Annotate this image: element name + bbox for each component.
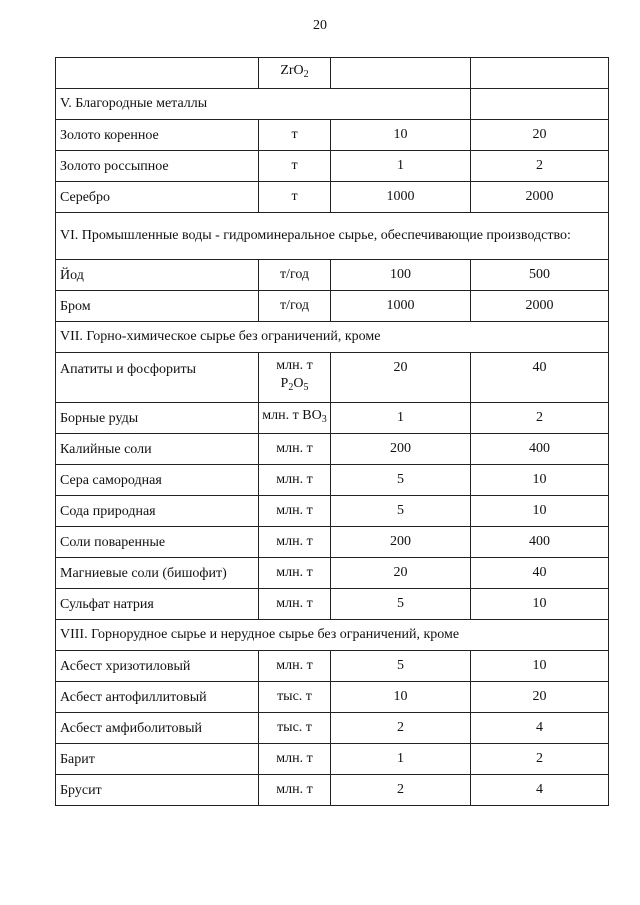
section-heading: VI. Промышленные воды - гидроминеральное сырье, обеспечивающие производство: [56, 213, 609, 260]
unit-formula: млн. т BO [262, 408, 322, 423]
threshold-value-2-cell: 2000 [471, 291, 609, 322]
section-heading: V. Благородные металлы [56, 89, 471, 120]
resource-name-cell: Сера самородная [56, 465, 259, 496]
threshold-value-1-cell: 20 [331, 558, 471, 589]
table-row [56, 682, 609, 713]
table-row [56, 120, 609, 151]
threshold-value-1-cell [331, 58, 471, 89]
resource-name-cell: Йод [56, 260, 259, 291]
threshold-value-2-cell: 400 [471, 434, 609, 465]
threshold-value-2-cell: 20 [471, 120, 609, 151]
unit-cell: млн. т [259, 744, 331, 775]
section-heading: VII. Горно-химическое сырье без ограничений, кроме [56, 322, 609, 353]
unit-cell: млн. т [259, 651, 331, 682]
table-row [56, 620, 609, 651]
resource-name-cell: Золото коренное [56, 120, 259, 151]
threshold-value-2-cell: 2 [471, 151, 609, 182]
unit-formula-o: O [293, 376, 304, 391]
unit-cell: млн. т [259, 589, 331, 620]
resource-name-cell: Барит [56, 744, 259, 775]
resource-name-cell: Золото россыпное [56, 151, 259, 182]
threshold-value-1-cell: 10 [331, 120, 471, 151]
table-row [56, 434, 609, 465]
table-row [56, 151, 609, 182]
table-row [56, 465, 609, 496]
threshold-value-2-cell: 2000 [471, 182, 609, 213]
unit-formula-p: P [280, 376, 289, 391]
unit-cell: т [259, 182, 331, 213]
threshold-value-2-cell: 2 [471, 403, 609, 434]
resource-name-cell: Асбест антофиллитовый [56, 682, 259, 713]
resource-threshold-table [55, 57, 609, 806]
threshold-value-2-cell: 10 [471, 589, 609, 620]
threshold-value-1-cell: 1000 [331, 182, 471, 213]
unit-cell: тыс. т [259, 682, 331, 713]
table-row [56, 322, 609, 353]
table-row [56, 353, 609, 403]
table-row [56, 496, 609, 527]
table-row [56, 589, 609, 620]
threshold-value-2-cell: 4 [471, 775, 609, 806]
unit-cell: млн. т [259, 465, 331, 496]
threshold-value-2-cell: 40 [471, 353, 609, 403]
page-number: 20 [313, 18, 327, 33]
unit-cell: т [259, 120, 331, 151]
table-row [56, 213, 609, 260]
resource-name-cell: Сода природная [56, 496, 259, 527]
unit-formula-p-subscript: 2 [288, 382, 294, 393]
threshold-value-1-cell: 20 [331, 353, 471, 403]
threshold-value-1-cell: 1 [331, 151, 471, 182]
unit-formula-o-subscript: 5 [303, 382, 309, 393]
table-row [56, 744, 609, 775]
threshold-value-2-cell: 2 [471, 744, 609, 775]
resource-name-cell: Асбест хризотиловый [56, 651, 259, 682]
unit-cell: млн. т [259, 496, 331, 527]
resource-name-cell: Серебро [56, 182, 259, 213]
threshold-value-2-cell: 20 [471, 682, 609, 713]
unit-cell: млн. т [259, 558, 331, 589]
unit-cell [259, 403, 331, 434]
resource-name-cell: Бром [56, 291, 259, 322]
unit-cell [259, 353, 331, 403]
threshold-value-2-cell: 4 [471, 713, 609, 744]
threshold-value-1-cell: 100 [331, 260, 471, 291]
resource-name-cell: Соли поваренные [56, 527, 259, 558]
threshold-value-1-cell: 5 [331, 465, 471, 496]
threshold-value-1-cell: 10 [331, 682, 471, 713]
table-row [56, 558, 609, 589]
threshold-value-1-cell: 1 [331, 744, 471, 775]
threshold-value-2-cell: 10 [471, 465, 609, 496]
unit-cell [259, 58, 331, 89]
resource-name-cell: Сульфат натрия [56, 589, 259, 620]
unit-formula-subscript: 2 [303, 69, 309, 80]
unit-cell: млн. т [259, 527, 331, 558]
threshold-value-2-cell [471, 58, 609, 89]
resource-name-cell [56, 58, 259, 89]
unit-line-1: млн. т [276, 358, 313, 373]
resource-name-cell: Брусит [56, 775, 259, 806]
unit-cell: млн. т [259, 434, 331, 465]
section-heading: VIII. Горнорудное сырье и нерудное сырье без ограничений, кроме [56, 620, 609, 651]
resource-name-cell: Апатиты и фосфориты [56, 353, 259, 403]
threshold-value-1-cell: 5 [331, 589, 471, 620]
unit-formula-subscript: 3 [321, 414, 327, 425]
threshold-value-1-cell: 5 [331, 651, 471, 682]
table-row [56, 89, 609, 120]
threshold-value-2-cell: 10 [471, 496, 609, 527]
table-row [56, 527, 609, 558]
table-row [56, 403, 609, 434]
threshold-value-1-cell: 2 [331, 775, 471, 806]
threshold-value-1-cell: 5 [331, 496, 471, 527]
unit-cell: млн. т [259, 775, 331, 806]
resource-name-cell: Борные руды [56, 403, 259, 434]
resource-name-cell: Асбест амфиболитовый [56, 713, 259, 744]
unit-cell: т/год [259, 291, 331, 322]
unit-cell: т [259, 151, 331, 182]
table-row [56, 651, 609, 682]
threshold-value-2-cell: 10 [471, 651, 609, 682]
table-row [56, 260, 609, 291]
threshold-value-1-cell: 1 [331, 403, 471, 434]
table-row [56, 713, 609, 744]
unit-cell: т/год [259, 260, 331, 291]
threshold-value-2-cell: 500 [471, 260, 609, 291]
resource-name-cell: Калийные соли [56, 434, 259, 465]
threshold-value-1-cell: 200 [331, 527, 471, 558]
unit-cell: тыс. т [259, 713, 331, 744]
table-row [56, 775, 609, 806]
threshold-value-1-cell: 2 [331, 713, 471, 744]
table-row [56, 182, 609, 213]
table-row [56, 291, 609, 322]
resource-name-cell: Магниевые соли (бишофит) [56, 558, 259, 589]
unit-formula: ZrO [280, 63, 304, 78]
threshold-value-2-cell: 400 [471, 527, 609, 558]
threshold-value-2-cell [471, 89, 609, 120]
table-row [56, 58, 609, 89]
threshold-value-1-cell: 1000 [331, 291, 471, 322]
threshold-value-2-cell: 40 [471, 558, 609, 589]
threshold-value-1-cell: 200 [331, 434, 471, 465]
